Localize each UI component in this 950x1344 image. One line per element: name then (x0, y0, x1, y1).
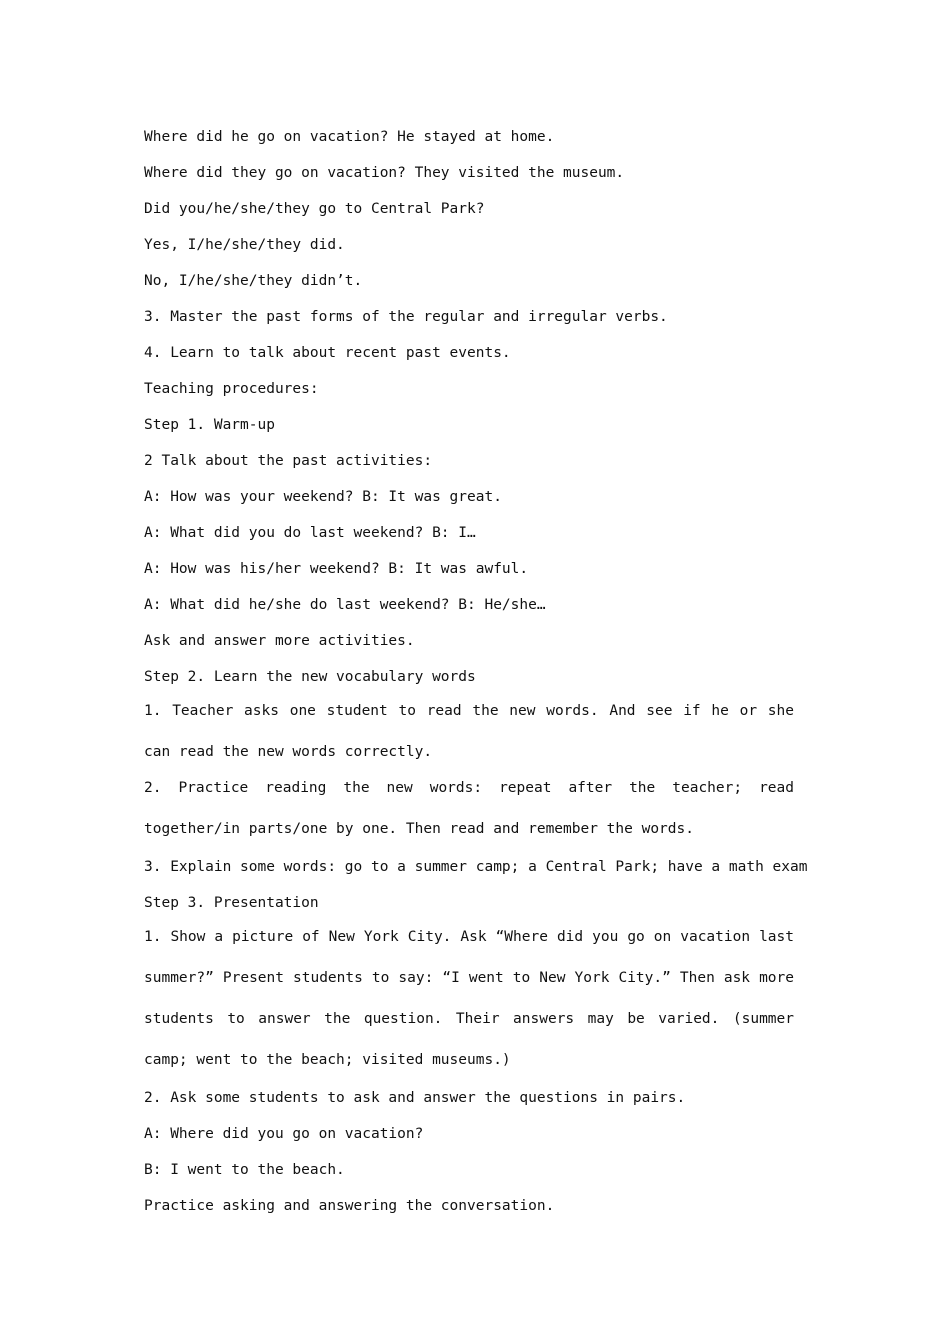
dialogue-line: B: I went to the beach. (144, 1162, 345, 1178)
text-line: 3. Explain some words: go to a summer camp; a Central Park; have a math exam (144, 859, 808, 875)
dialogue-line: A: Where did you go on vacation? (144, 1126, 424, 1142)
dialogue-line: A: How was his/her weekend? B: It was awful. (144, 561, 529, 577)
objective-4: 4. Learn to talk about recent past events. (144, 345, 511, 361)
text-line: 2. Ask some students to ask and answer the questions in pairs. (144, 1090, 686, 1106)
step-heading: Step 2. Learn the new vocabulary words (144, 669, 476, 685)
objective-3: 3. Master the past forms of the regular and irregular verbs. (144, 309, 668, 325)
step-heading: Step 1. Warm-up (144, 417, 275, 433)
text-line: 2 Talk about the past activities: (144, 453, 433, 469)
paragraph: 1. Teacher asks one student to read the new words. And see if he or she can read the new words correctly. (144, 703, 794, 760)
text-line: Did you/he/she/they go to Central Park? (144, 201, 485, 217)
text-line: Practice asking and answering the conversation. (144, 1198, 555, 1214)
dialogue-line: A: How was your weekend? B: It was great. (144, 489, 502, 505)
section-heading: Teaching procedures: (144, 381, 319, 397)
dialogue-line: A: What did he/she do last weekend? B: He/she… (144, 597, 546, 613)
paragraph: 1. Show a picture of New York City. Ask “Where did you go on vacation last summer?” Present students to say: “I went to New York City.” Then ask more students to answer the question. Their answers may be varied. (summer camp; went to the beach; visited museums.) (144, 929, 794, 1068)
text-line: No, I/he/she/they didn’t. (144, 273, 363, 289)
text-line: Where did they go on vacation? They visited the museum. (144, 165, 625, 181)
text-line: Where did he go on vacation? He stayed at home. (144, 129, 555, 145)
step-heading: Step 3. Presentation (144, 895, 319, 911)
text-line: Ask and answer more activities. (144, 633, 415, 649)
dialogue-line: A: What did you do last weekend? B: I… (144, 525, 476, 541)
text-line: Yes, I/he/she/they did. (144, 237, 345, 253)
paragraph: 2. Practice reading the new words: repeat after the teacher; read together/in parts/one by one. Then read and remember the words. (144, 780, 794, 837)
